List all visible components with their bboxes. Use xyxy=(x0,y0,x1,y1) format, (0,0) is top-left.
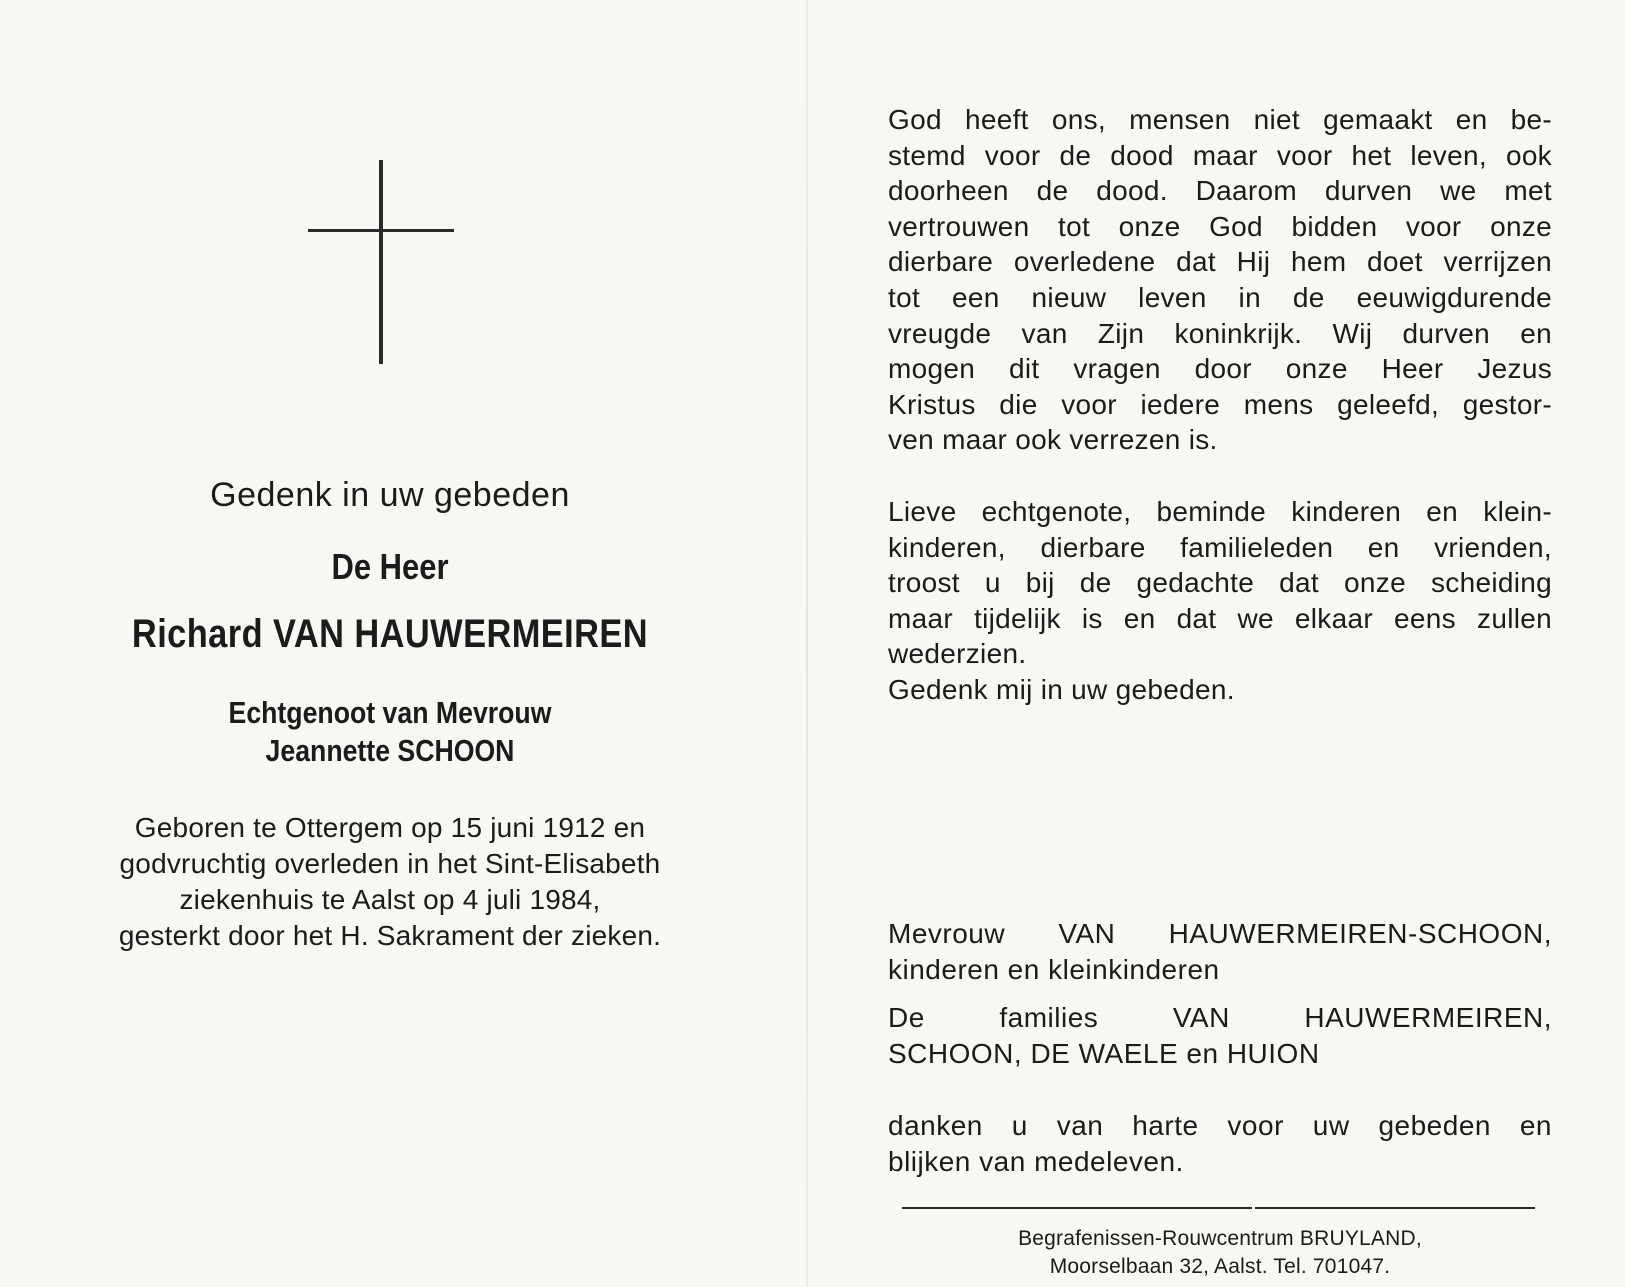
prayer-line: vreugde van Zijn koninkrijk. Wij durven en xyxy=(888,317,1552,349)
birth-death-block xyxy=(40,810,740,954)
divider-rule xyxy=(902,1207,1252,1209)
prayer-line: tot een nieuw leven in de eeuwigdurende xyxy=(888,281,1552,313)
birth-line-2: godvruchtig overleden in het Sint-Elisabeth xyxy=(119,848,661,879)
prayer-line: vertrouwen tot onze God bidden voor onze xyxy=(888,210,1552,242)
prayer-line: God heeft ons, mensen niet gemaakt en be- xyxy=(888,104,1552,135)
signature-widow xyxy=(888,916,1552,988)
spouse-line-2: Jeannette SCHOON xyxy=(265,733,515,768)
honorific-title: De Heer xyxy=(331,546,449,587)
message-line: maar tijdelijk is en dat we elkaar eens zullen xyxy=(888,602,1552,634)
birth-line-3: ziekenhuis te Aalst op 4 juli 1984, xyxy=(179,884,601,915)
remember-heading: Gedenk in uw gebeden xyxy=(210,476,570,514)
prayer-paragraph xyxy=(888,102,1552,458)
prayer-line: stemd voor de dood maar voor het leven, ook xyxy=(888,139,1552,171)
prayer-line: mogen dit vragen door onze Heer Jezus xyxy=(888,353,1552,385)
prayer-line: Kristus die voor iedere mens geleefd, gestor- xyxy=(888,388,1552,420)
deceased-name: Richard VAN HAUWERMEIREN xyxy=(131,612,649,656)
signature-line: Mevrouw VAN HAUWERMEIREN-SCHOON, xyxy=(888,918,1552,949)
signature-line: kinderen en kleinkinderen xyxy=(888,954,1220,985)
birth-line-4: gesterkt door het H. Sakrament der zieken. xyxy=(118,920,662,951)
message-line: Gedenk mij in uw gebeden. xyxy=(888,673,1235,705)
message-line: troost u bij de gedachte dat onze scheiding xyxy=(888,567,1552,599)
signature-line: De families VAN HAUWERMEIREN, xyxy=(888,1002,1552,1033)
signature-line: SCHOON, DE WAELE en HUION xyxy=(888,1038,1320,1069)
thanks-line: blijken van medeleven. xyxy=(888,1146,1184,1177)
prayer-line: doorheen de dood. Daarom durven we met xyxy=(888,175,1552,207)
message-line: wederzien. xyxy=(888,638,1027,670)
birth-line-1: Geboren te Ottergem op 15 juni 1912 en xyxy=(134,812,646,843)
spouse-block xyxy=(89,694,691,770)
funeral-home-address: Moorselbaan 32, Aalst. Tel. 701047. xyxy=(1049,1255,1391,1278)
divider-rule xyxy=(1255,1207,1535,1209)
thanks-line: danken u van harte voor uw gebeden en xyxy=(888,1110,1552,1141)
spouse-line-1: Echtgenoot van Mevrouw xyxy=(228,695,552,730)
left-panel xyxy=(0,0,806,1287)
signature-families xyxy=(888,1000,1552,1072)
prayer-line: dierbare overledene dat Hij hem doet verrijzen xyxy=(888,246,1552,278)
message-line: kinderen, dierbare familieleden en vrienden, xyxy=(888,531,1552,563)
cross-icon xyxy=(308,160,454,364)
prayer-line: ven maar ook verrezen is. xyxy=(888,424,1218,456)
thanks-text xyxy=(888,1108,1552,1180)
funeral-home-name: Begrafenissen-Rouwcentrum BRUYLAND, xyxy=(1018,1227,1422,1250)
message-line: Lieve echtgenote, beminde kinderen en klein- xyxy=(888,496,1552,527)
message-paragraph xyxy=(888,494,1552,708)
